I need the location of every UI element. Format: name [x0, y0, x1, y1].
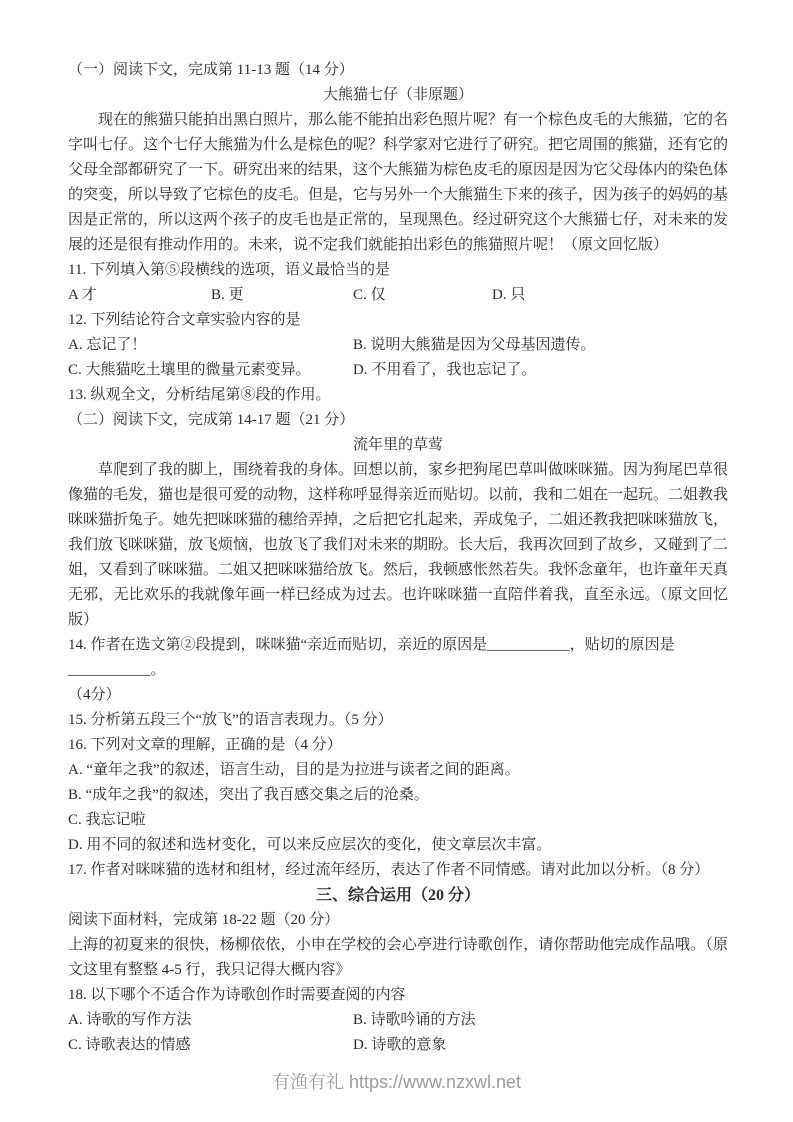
section3-intro: 阅读下面材料，完成第 18-22 题（20 分） — [68, 912, 340, 928]
question-15: 15. 分析第五段三个“放飞”的语言表现力。（5 分） — [68, 712, 393, 728]
question-11-option-c: C. 仅 — [353, 287, 386, 303]
question-18-stem: 18. 以下哪个不适合作为诗歌创作时需要查阅的内容 — [68, 987, 406, 1003]
section2-title: 流年里的草莺 — [352, 437, 443, 453]
section1-title: 大熊猫七仔（非原题） — [322, 87, 473, 103]
section3-material-paragraph: 上海的初夏来的很快，杨柳依依，小申在学校的会心亭进行诗歌创作，请你帮助他完成作品哦。（原文这里有整整 4-5 行，我只记得大概内容》 — [68, 937, 728, 978]
question-12-option-a: A. 忘记了！ — [68, 337, 147, 353]
question-12-option-c: C. 大熊猫吃土壤里的微量元素变异。 — [68, 362, 311, 378]
question-16-stem: 16. 下列对文章的理解，正确的是（4 分） — [68, 737, 342, 753]
question-12-option-b: B. 说明大熊猫是因为父母基因遗传。 — [353, 337, 596, 353]
question-11-option-a: A 才 — [68, 287, 97, 303]
question-11-option-d: D. 只 — [492, 287, 526, 303]
section1-body-paragraph: 现在的熊猫只能拍出黑白照片，那么能不能拍出彩色照片呢？有一个棕色皮毛的大熊猫，它的名字叫七仔。这个七仔大熊猫为什么是棕色的呢？科学家对它进行了研究。把它周围的熊猫，还有它的父母全部都研究了一下。研究出来的结果，这个大熊猫为棕色皮毛的原因是因为它父母体内的染色体的突变，所以导致了它棕色的皮毛。但是，它与另外一个大熊猫生下来的孩子，因为孩子的妈妈的基因是正常的，所以这两个孩子的皮毛也是正常的，呈现黑色。经过研究这个大熊猫七仔，对未来的发展的还是很有推动作用的。未来，说不定我们就能拍出彩色的熊猫照片呢！（原文回忆版） — [68, 112, 729, 253]
question-12-options-row-2 — [68, 358, 728, 383]
question-11-stem: 11. 下列填入第⑤段横线的选项，语义最恰当的是 — [68, 262, 390, 278]
question-18-option-a: A. 诗歌的写作方法 — [68, 1012, 192, 1028]
question-16-option-c: C. 我忘记啦 — [68, 812, 146, 828]
question-18-options-row-1 — [68, 1008, 728, 1033]
question-11-option-b: B. 更 — [211, 287, 244, 303]
question-16-option-a: A. “童年之我”的叙述，语言生动，目的是为拉进与读者之间的距离。 — [68, 762, 520, 778]
question-16-option-b: B. “成年之我”的叙述，突出了我百感交集之后的沧桑。 — [68, 787, 429, 803]
section2-body-paragraph: 草爬到了我的脚上，围绕着我的身体。回想以前，家乡把狗尾巴草叫做咪咪猫。因为狗尾巴草很像猫的毛发，猫也是很可爱的动物，这样称呼显得亲近而贴切。以前，我和二姐在一起玩。二姐教我咪咪猫折兔子。她先把咪咪猫的穗给弄掉，之后把它扎起来，弄成兔子，二姐还教我把咪咪猫放飞，我们放飞咪咪猫，放飞烦恼，也放飞了我们对未来的期盼。长大后，我再次回到了故乡，又碰到了二姐，又看到了咪咪猫。二姐又把咪咪猫给放飞。然后，我顿感怅然若失。我怀念童年，也许童年天真无邪，无比欢乐的我就像年画一样已经成为过去。也许咪咪猫一直陪伴着我，直至永远。（原文回忆版） — [68, 462, 729, 628]
question-17: 17. 作者对咪咪猫的选材和组材，经过流年经历，表达了作者不同情感。请对此加以分析。（8 分） — [68, 862, 710, 878]
section2-header: （二）阅读下文，完成第 14-17 题（21 分） — [68, 412, 355, 428]
question-14-line-2: （4分） — [68, 687, 121, 703]
exam-page — [68, 58, 728, 1058]
question-18-options-row-2 — [68, 1033, 728, 1058]
section1-header: （一）阅读下文，完成第 11-13 题（14 分） — [68, 62, 354, 78]
question-18-option-c: C. 诗歌表达的情感 — [68, 1037, 191, 1053]
question-12-options-row-1 — [68, 333, 728, 358]
question-13: 13. 纵观全文，分析结尾第⑧段的作用。 — [68, 387, 331, 403]
question-14-line-1: 14. 作者在选文第②段提到，咪咪猫“亲近而贴切，亲近的原因是___________，贴切的原因是___________。 — [68, 637, 675, 678]
section3-heading: 三、综合运用（20 分） — [315, 887, 480, 904]
footer-watermark: 有渔有礼 https://www.nzxwl.net — [271, 1072, 522, 1092]
question-11-options — [68, 283, 728, 308]
question-12-stem: 12. 下列结论符合文章实验内容的是 — [68, 312, 301, 328]
question-18-option-b: B. 诗歌吟诵的方法 — [353, 1012, 476, 1028]
question-12-option-d: D. 不用看了，我也忘记了。 — [353, 362, 537, 378]
question-16-option-d: D. 用不同的叙述和选材变化，可以来反应层次的变化，使文章层次丰富。 — [68, 837, 552, 853]
question-18-option-d: D. 诗歌的意象 — [353, 1037, 447, 1053]
